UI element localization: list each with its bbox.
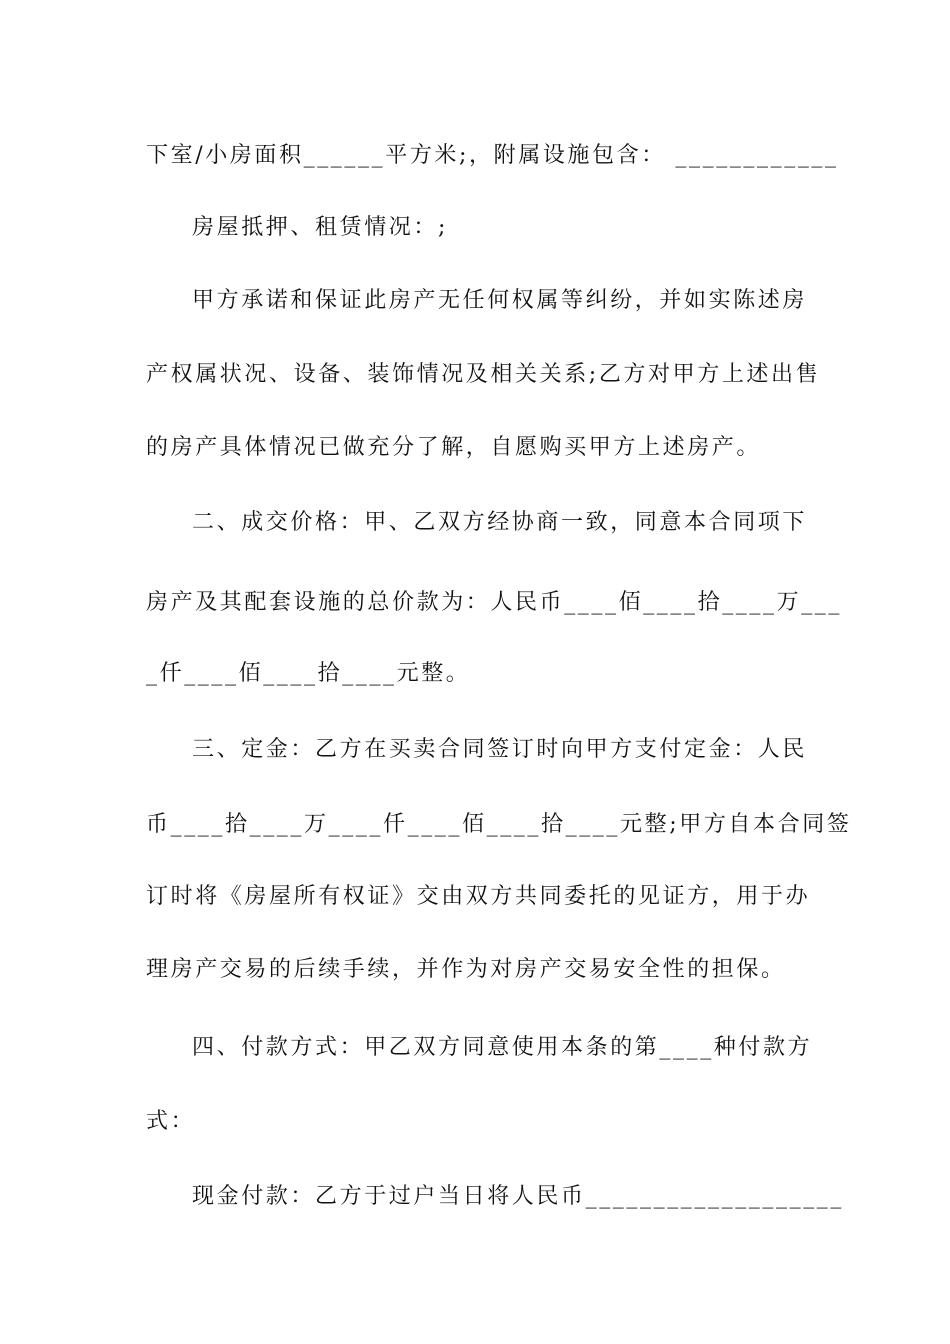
text-line: 四、付款方式：甲乙双方同意使用本条的第____种付款方 [192, 1035, 813, 1060]
text-line: 房产及其配套设施的总价款为：人民币____佰____拾____万___ [146, 590, 843, 615]
text-line: 订时将《房屋所有权证》交由双方共同委托的见证方，用于办 [146, 884, 811, 909]
text-line: 式： [146, 1109, 196, 1134]
text-line: 房屋抵押、租赁情况：; [192, 215, 449, 240]
text-line: 现金付款：乙方于过户当日将人民币___________________ [192, 1184, 845, 1209]
text-line: 三、定金：乙方在买卖合同签订时向甲方支付定金：人民 [192, 737, 808, 762]
text-line: _仟____佰____拾____元整。 [146, 661, 471, 686]
text-line: 理房产交易的后续手续，并作为对房产交易安全性的担保。 [146, 957, 786, 982]
text-line: 的房产具体情况已做充分了解，自愿购买甲方上述房产。 [146, 435, 762, 460]
text-line: 下室/小房面积______平方米;，附属设施包含： ____________ [146, 143, 839, 168]
text-line: 产权属状况、设备、装饰情况及相关关系;乙方对甲方上述出售 [146, 362, 821, 387]
text-line: 二、成交价格：甲、乙双方经协商一致，同意本合同项下 [192, 510, 808, 535]
text-line: 币____拾____万____仟____佰____拾____元整;甲方自本合同签 [146, 812, 852, 837]
text-line: 甲方承诺和保证此房产无任何权属等纠纷，并如实陈述房 [192, 288, 808, 313]
